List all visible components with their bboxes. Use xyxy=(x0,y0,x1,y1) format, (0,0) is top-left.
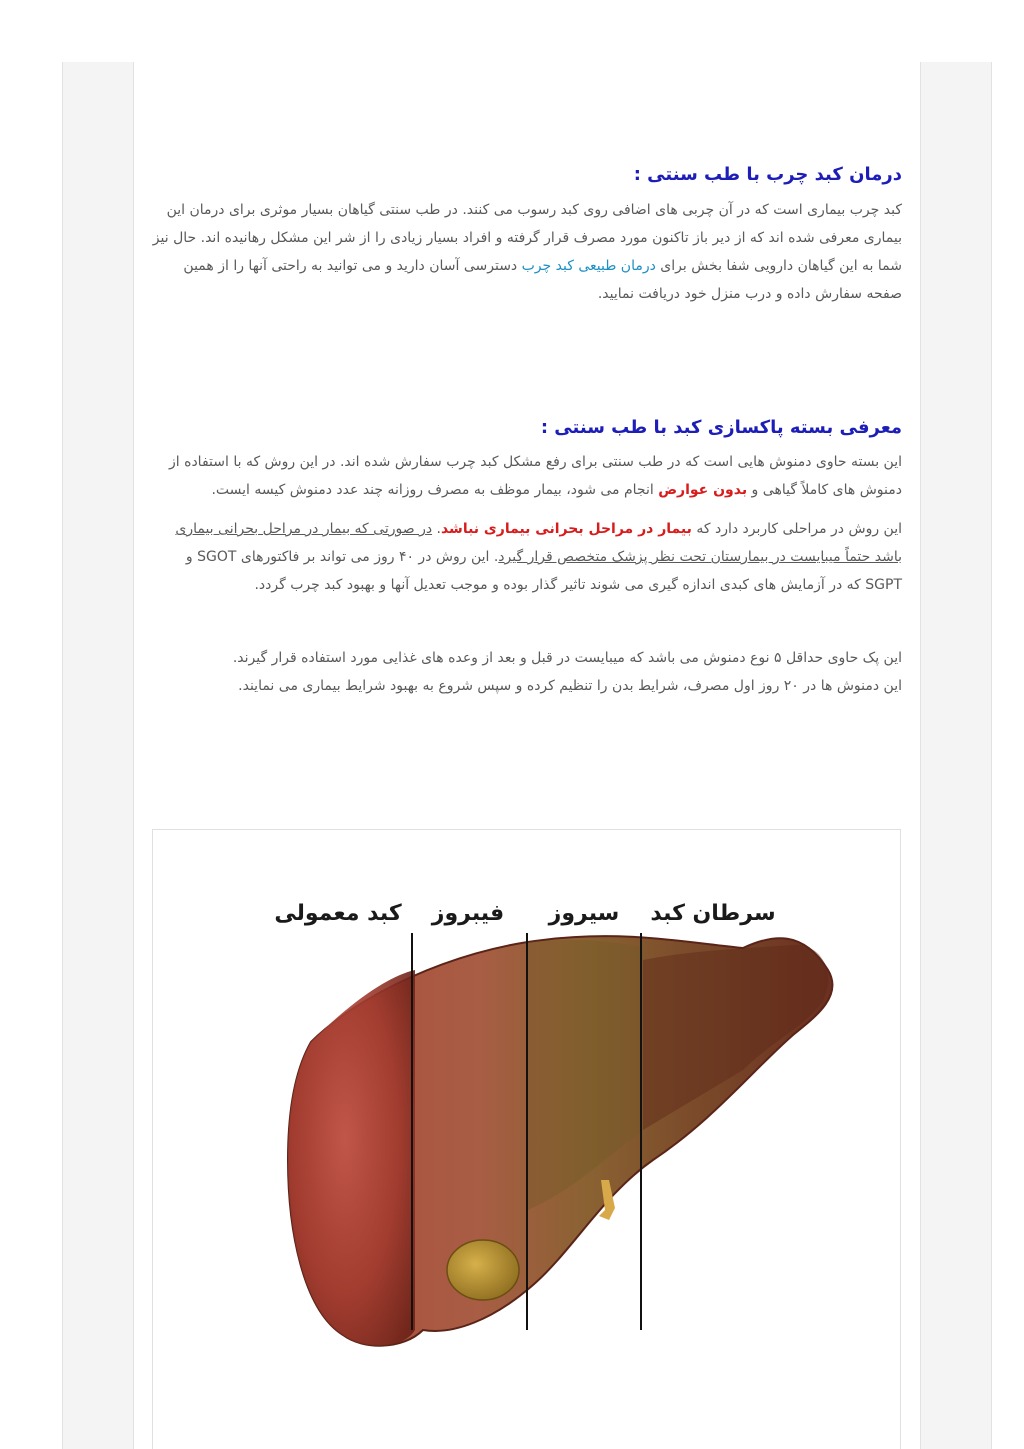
hospital-warning-underlined: در صورتی که بیمار در مراحل بحرانی بیماری باشد حتماً میبایست در بیمارستان تحت نظر پزشک متخصص قرار گیرد xyxy=(175,521,902,565)
healthy-lobe xyxy=(288,970,415,1346)
section-title-detox-package: معرفی بسته پاکسازی کبد با طب سنتی : xyxy=(540,417,902,438)
paragraph-text: این بسته حاوی دمنوش هایی است که در طب سنتی برای رفع مشکل کبد چرب سفارش شده اند. در این روش که با استفاده از دمنوش های کاملاً گیاهی و xyxy=(169,454,902,498)
no-side-effects-highlight: بدون عوارض xyxy=(658,482,748,498)
pack-contents-paragraph xyxy=(150,644,902,700)
fatty-liver-intro-paragraph xyxy=(150,196,902,308)
left-sidebar xyxy=(62,62,134,1449)
label-liver-cancer: سرطان کبد xyxy=(650,901,776,926)
liver-illustration xyxy=(153,830,900,1449)
paragraph-line: این پک حاوی حداقل ۵ نوع دمنوش می باشد که میبایست در قبل و بعد از وعده های غذایی مورد استفاده قرار گیرند. xyxy=(232,650,902,666)
section-title-fatty-liver-treatment: درمان کبد چرب با طب سنتی : xyxy=(633,164,902,185)
paragraph-text: این روش در مراحلی کاربرد دارد که xyxy=(691,521,902,537)
gallbladder xyxy=(447,1240,519,1300)
paragraph-text: دسترسی آسان دارید و می توانید به راحتی آنها را از همین صفحه سفارش داده و درب منزل خود دریافت نمایید. xyxy=(183,258,902,302)
liver-stages-image xyxy=(152,829,901,1449)
usage-conditions-paragraph xyxy=(150,515,902,599)
paragraph-text: انجام می شود، بیمار موظف به مصرف روزانه چند عدد دمنوش کیسه ایست. xyxy=(211,482,659,498)
label-cirrhosis: سیروز xyxy=(548,901,620,926)
label-fibrosis: فیبروز xyxy=(431,901,505,926)
label-normal-liver: کبد معمولی xyxy=(274,901,402,926)
critical-stage-highlight: بیمار در مراحل بحرانی بیماری نباشد xyxy=(440,521,692,537)
paragraph-text: کبد چرب بیماری است که در آن چربی های اضافی روی کبد رسوب می کنند. در طب سنتی گیاهان بسیار موثری برای درمان این بیماری معرفی شده اند که از دیر باز تاکنون مورد مصرف قرار گرفته و افراد بسیار زیادی را از شر این مشکل رهانیده اند. حال نیز شما به این گیاهان دارویی شفا بخش برای xyxy=(152,202,902,274)
natural-treatment-link[interactable]: درمان طبیعی کبد چرب xyxy=(521,258,656,274)
paragraph-line: این دمنوش ها در ۲۰ روز اول مصرف، شرایط بدن را تنظیم کرده و سپس شروع به بهبود شرایط بیماری می نمایند. xyxy=(238,678,902,694)
right-sidebar xyxy=(920,62,992,1449)
package-description-paragraph xyxy=(150,448,902,504)
article-content xyxy=(150,62,902,700)
paragraph-text: . این روش در ۴۰ روز می تواند بر فاکتورهای SGOT و SGPT که در آزمایش های کبدی اندازه گیری می شوند تاثیر گذار بوده و موجب تعدیل آنها و بهبود کبد چرب گردد. xyxy=(185,549,902,593)
paragraph-text: . xyxy=(432,521,441,537)
cancer-lobe-texture xyxy=(643,945,828,1130)
